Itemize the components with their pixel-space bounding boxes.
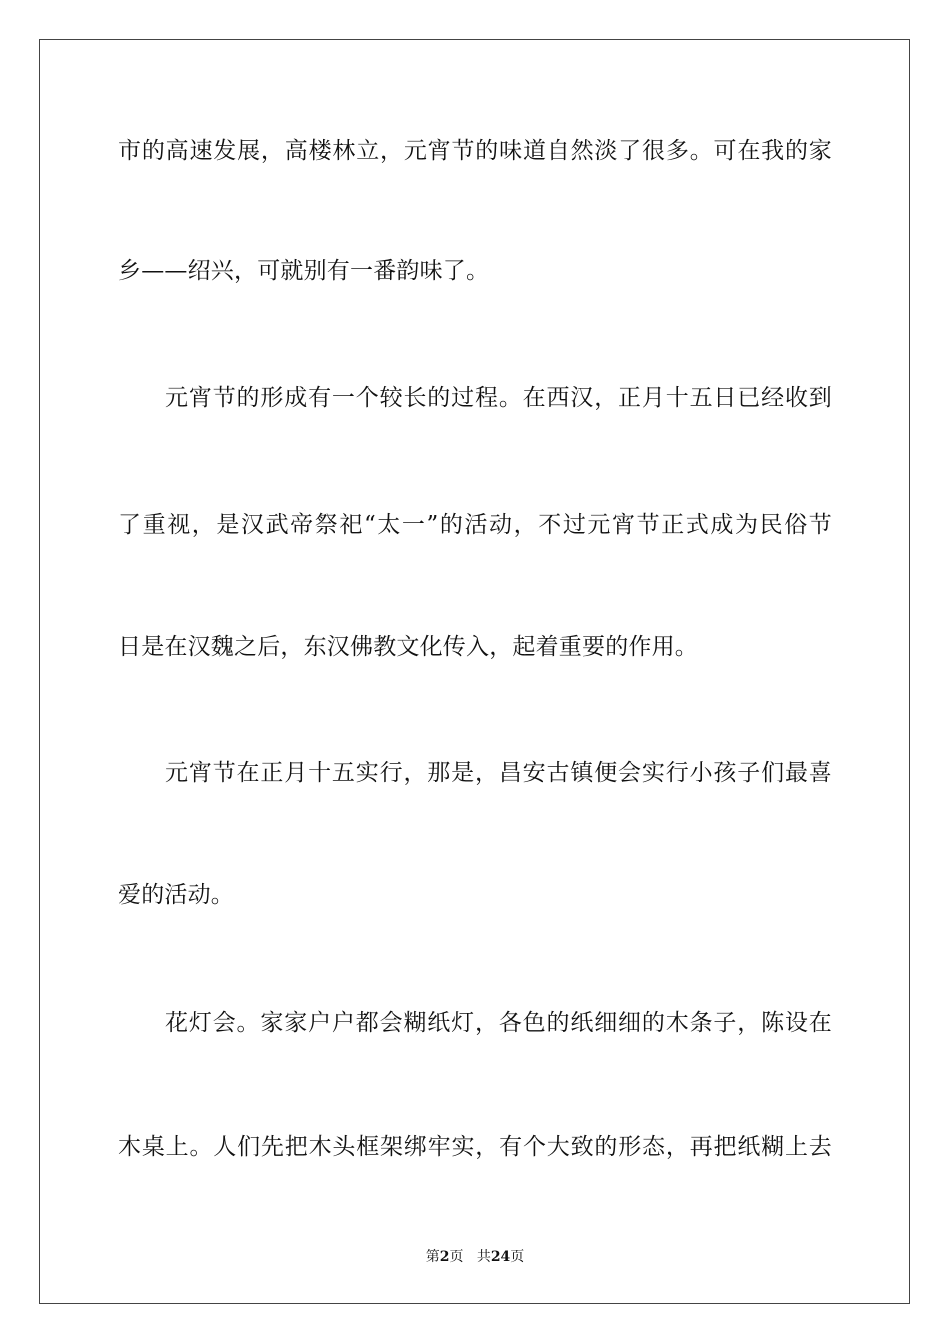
- total-prefix: 共: [476, 1249, 491, 1265]
- page-current: 2: [439, 1249, 450, 1265]
- page-footer: [0, 1248, 950, 1266]
- page-border: [39, 39, 910, 1304]
- page-suffix: 页: [449, 1249, 464, 1265]
- text-line-8: 花灯会。家家户户都会糊纸灯，各色的纸细细的木条子，陈设在: [165, 1010, 832, 1036]
- text-line-7: 爱的活动。: [118, 882, 234, 908]
- text-line-9: 木桌上。人们先把木头框架绑牢实，有个大致的形态，再把纸糊上去: [118, 1134, 832, 1160]
- page-prefix: 第: [425, 1249, 440, 1265]
- text-line-6: 元宵节在正月十五实行，那是，昌安古镇便会实行小孩子们最喜: [165, 760, 832, 786]
- text-line-3: 元宵节的形成有一个较长的过程。在西汉，正月十五日已经收到: [165, 385, 832, 411]
- text-line-2: 乡——绍兴，可就别有一番韵味了。: [118, 258, 490, 284]
- total-suffix: 页: [510, 1249, 525, 1265]
- text-line-4: 了重视，是汉武帝祭祀“太一”的活动，不过元宵节正式成为民俗节: [118, 512, 832, 538]
- page-total: 24: [490, 1249, 511, 1265]
- text-line-1: 市的高速发展，高楼林立，元宵节的味道自然淡了很多。可在我的家: [118, 138, 832, 164]
- text-line-5: 日是在汉魏之后，东汉佛教文化传入，起着重要的作用。: [118, 634, 698, 660]
